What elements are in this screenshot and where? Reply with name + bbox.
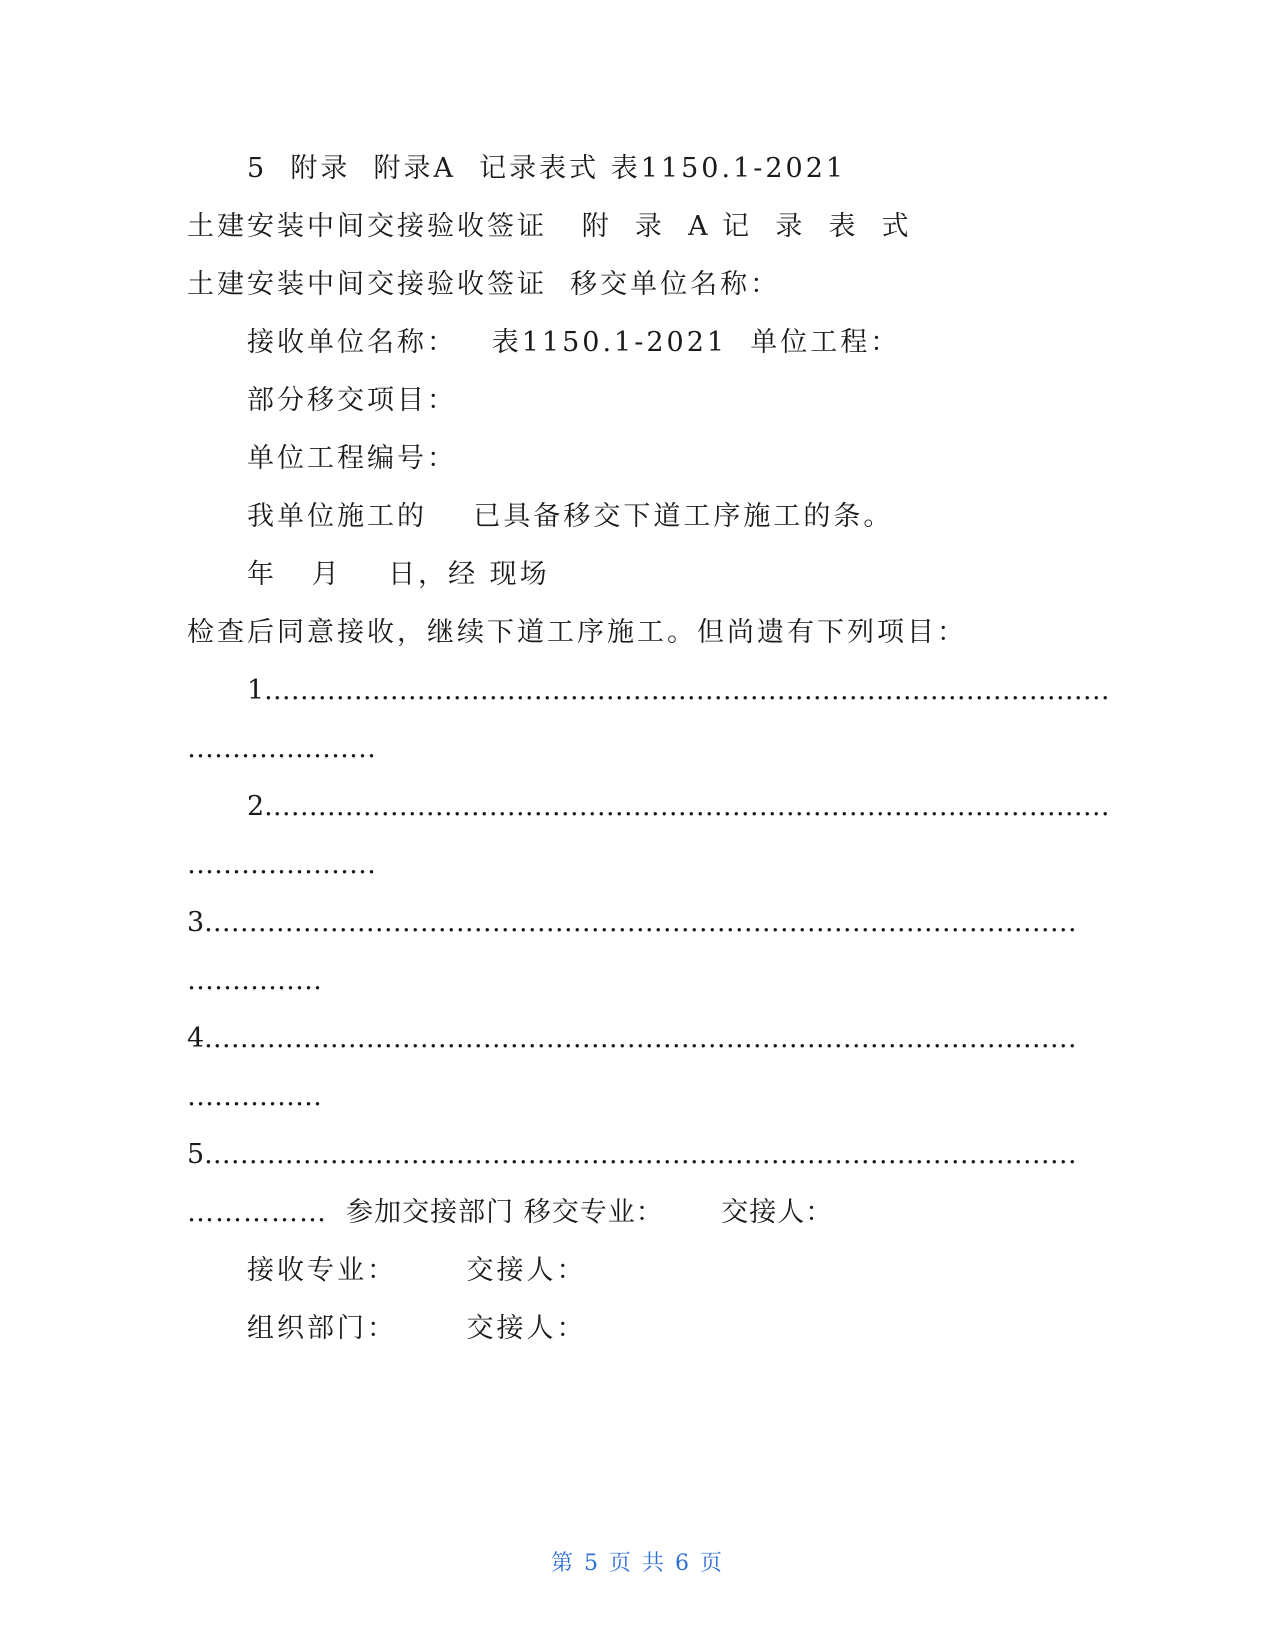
section-heading: 5 附录 附录A 记录表式 表1150.1-2021 [247,153,847,184]
page-number-footer: 第 5 页 共 6 页 [551,1551,724,1576]
receiving-specialty-line: 接收专业： 交接人： [247,1255,587,1286]
item-5-line: 5.…………………………………………………………………………………… [187,1139,1077,1170]
statement-line: 我单位施工的 已具备移交下道工序施工的条。 [247,501,894,532]
item-1-continuation: ………………… [187,733,376,764]
participating-departments-line: …………… 参加交接部门 移交专业： 交接人： [187,1197,834,1228]
form-title-transfer-unit: 土建安装中间交接验收签证 移交单位名称： [187,269,781,300]
organizing-department-line: 组织部门： 交接人： [247,1313,587,1344]
item-2-line: 2.………………………………………………………………………………… [247,791,1110,822]
item-3-line: 3.…………………………………………………………………………………… [187,907,1077,938]
inspection-line: 检查后同意接收，继续下道工序施工。但尚遗有下列项目： [187,617,967,648]
item-1-line: 1.………………………………………………………………………………… [247,675,1110,706]
item-3-continuation: …………… [187,965,322,996]
date-line: 年 月 日，经 现场 [247,559,550,590]
item-2-continuation: ………………… [187,849,376,880]
form-title-line: 土建安装中间交接验收签证 附 录 A 记 录 表 式 [187,211,912,242]
partial-transfer-line: 部分移交项目： [247,385,457,416]
item-4-line: 4.…………………………………………………………………………………… [187,1023,1077,1054]
receiving-unit-line: 接收单位名称： 表1150.1-2021 单位工程： [247,327,901,358]
unit-project-number-line: 单位工程编号： [247,443,457,474]
item-4-continuation: …………… [187,1081,322,1112]
